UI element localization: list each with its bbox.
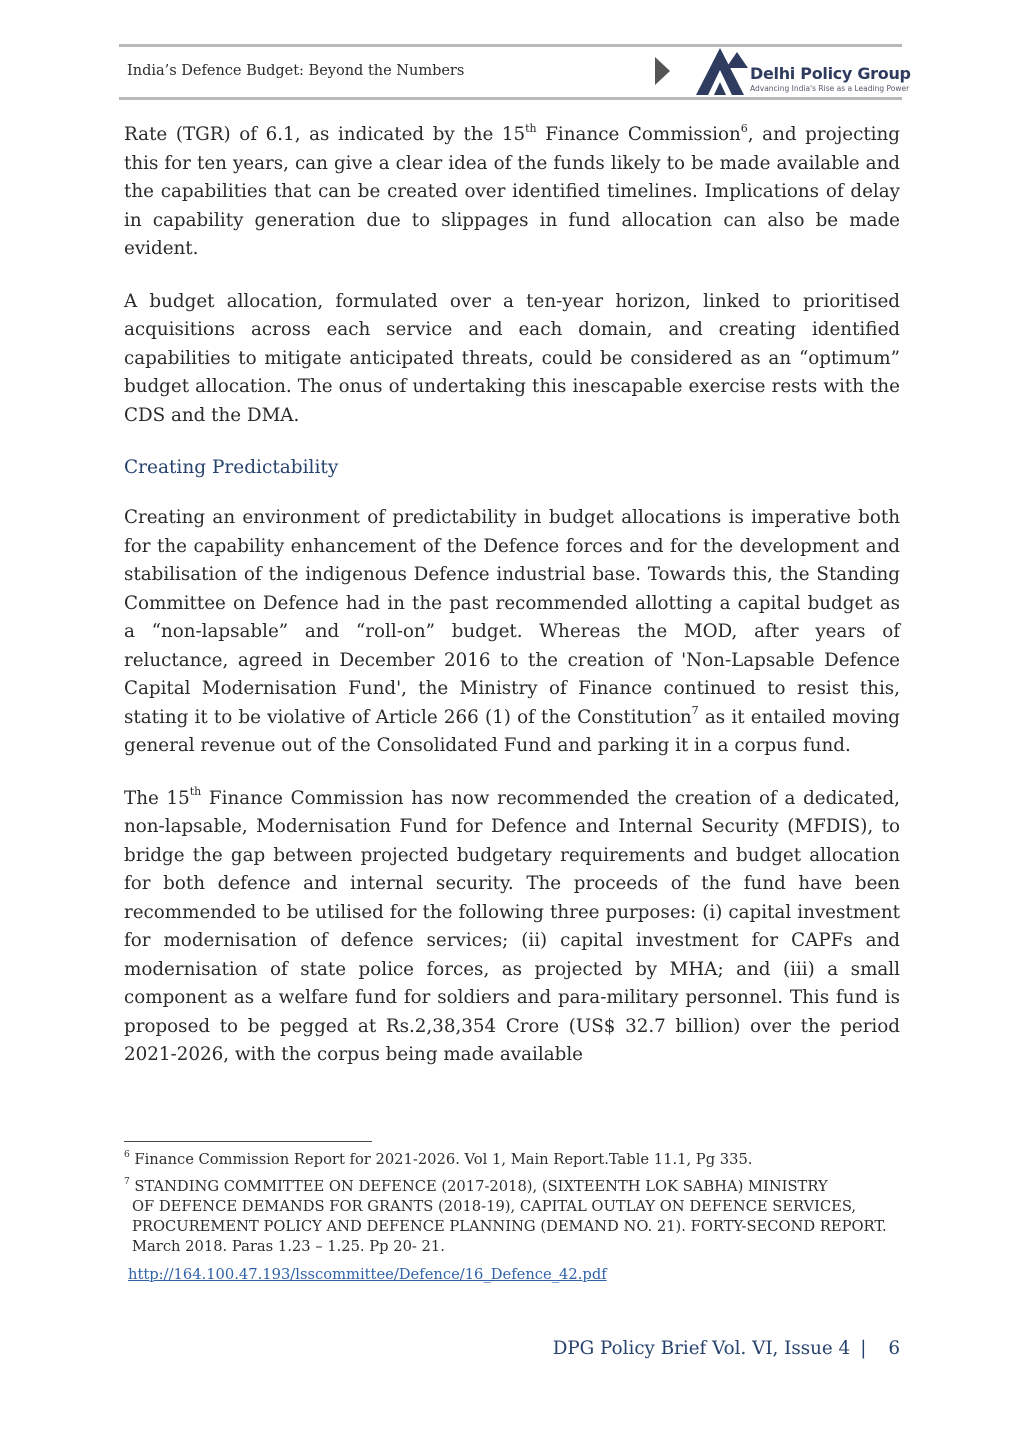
footnote-ref-7[interactable]: 7 <box>691 704 699 718</box>
footnotes <box>124 1150 900 1283</box>
paragraph-3: Creating an environment of predictability in budget allocations is imperative both for the capability enhancement of the Defence forces and for the development and stabilisation of the indigenous Defence industrial base. Towards this, the Standing Committee on Defence had in the past recommended allotting a capital budget as a “non-lapsable” and “roll-on” budget. Whereas the MOD, after years of reluctance, agreed in December 2016 to the creation of 'Non-Lapsable Defence Capital Modernisation Fund', the Ministry of Finance continued to resist this, stating it to be violative of Article 266 (1) of the Constitution$^7$ as it entailed moving general revenue out of the Consolidated Fund and parking it in a corpus fund. <box>124 507 900 756</box>
paragraph-2: A budget allocation, formulated over a ten-year horizon, linked to prioritised acquisitions across each service and each domain, and creating identified capabilities to mitigate anticipated threats, could be considered as an “optimum” budget allocation. The onus of undertaking this inescapable exercise rests with the CDS and the DMA. <box>124 290 900 426</box>
paragraph-1: Rate (TGR) of 6.1, as indicated by the 15th Finance Commission$^6$, and projecting this for ten years, can give a clear idea of the funds likely to be made available and the capabilities that can be created over identified timelines. Implications of delay in capability generation due to slippages in fund allocation can also be made evident. <box>124 121 900 259</box>
header-bottom-rule <box>119 97 902 100</box>
logo-tagline: Advancing India's Rise as a Leading Power <box>750 84 910 93</box>
page-number: 6 <box>888 1338 900 1359</box>
footer-separator: | <box>860 1338 867 1359</box>
paragraph-4: The 15th Finance Commission has now recommended the creation of a dedicated, non-lapsable, Modernisation Fund for Defence and Internal Security (MFDIS), to bridge the gap between projected budgetary requirements and budget allocation for both defence and internal security. The proceeds of the fund have been recommended to be utilised for the following three purposes: (i) capital investment for modernisation of defence services; (ii) capital investment for CAPFs and modernisation of state police forces, as projected by MHA; and (iii) a small component as a welfare fund for soldiers and para-military personnel. This fund is proposed to be pegged at Rs.2,38,354 Crore (US$ 32.7 billion) over the period 2021-2026, with the corpus being made available <box>124 785 900 1065</box>
page-footer <box>553 1338 900 1359</box>
dpg-logo-mark-icon <box>696 48 748 95</box>
logo-name: Delhi Policy Group <box>750 64 911 83</box>
footnote-7-link[interactable]: http://164.100.47.193/lsscommittee/Defence/16_Defence_42.pdf <box>128 1266 607 1283</box>
footnote-rule <box>124 1141 372 1142</box>
section-heading: Creating Predictability <box>124 457 339 478</box>
footnote-6: $^6$ Finance Commission Report for 2021-2026. Vol 1, Main Report.Table 11.1, Pg 335. <box>124 1150 753 1168</box>
superscript: th <box>189 785 202 799</box>
triangle-arrow-icon <box>655 57 670 85</box>
header-title: India’s Defence Budget: Beyond the Numbers <box>127 63 465 79</box>
footer-label: DPG Policy Brief Vol. VI, Issue 4 <box>552 1338 851 1359</box>
footnote-7: $^7$ STANDING COMMITTEE ON DEFENCE (2017-2018), (SIXTEENTH LOK SABHA) MINISTRY OF DEFENCE DEMANDS FOR GRANTS (2018-19), CAPITAL OUTLAY ON DEFENCE SERVICES, PROCUREMENT POLICY AND DEFENCE PLANNING (DEMAND NO. 21). FORTY-SECOND REPORT. March 2018. Paras 1.23 – 1.25. Pp 20- 21. <box>124 1177 887 1255</box>
superscript: th <box>525 121 537 135</box>
main-body <box>124 121 900 1070</box>
header-top-rule <box>119 44 902 47</box>
footnote-ref-6[interactable]: 6 <box>740 121 748 135</box>
